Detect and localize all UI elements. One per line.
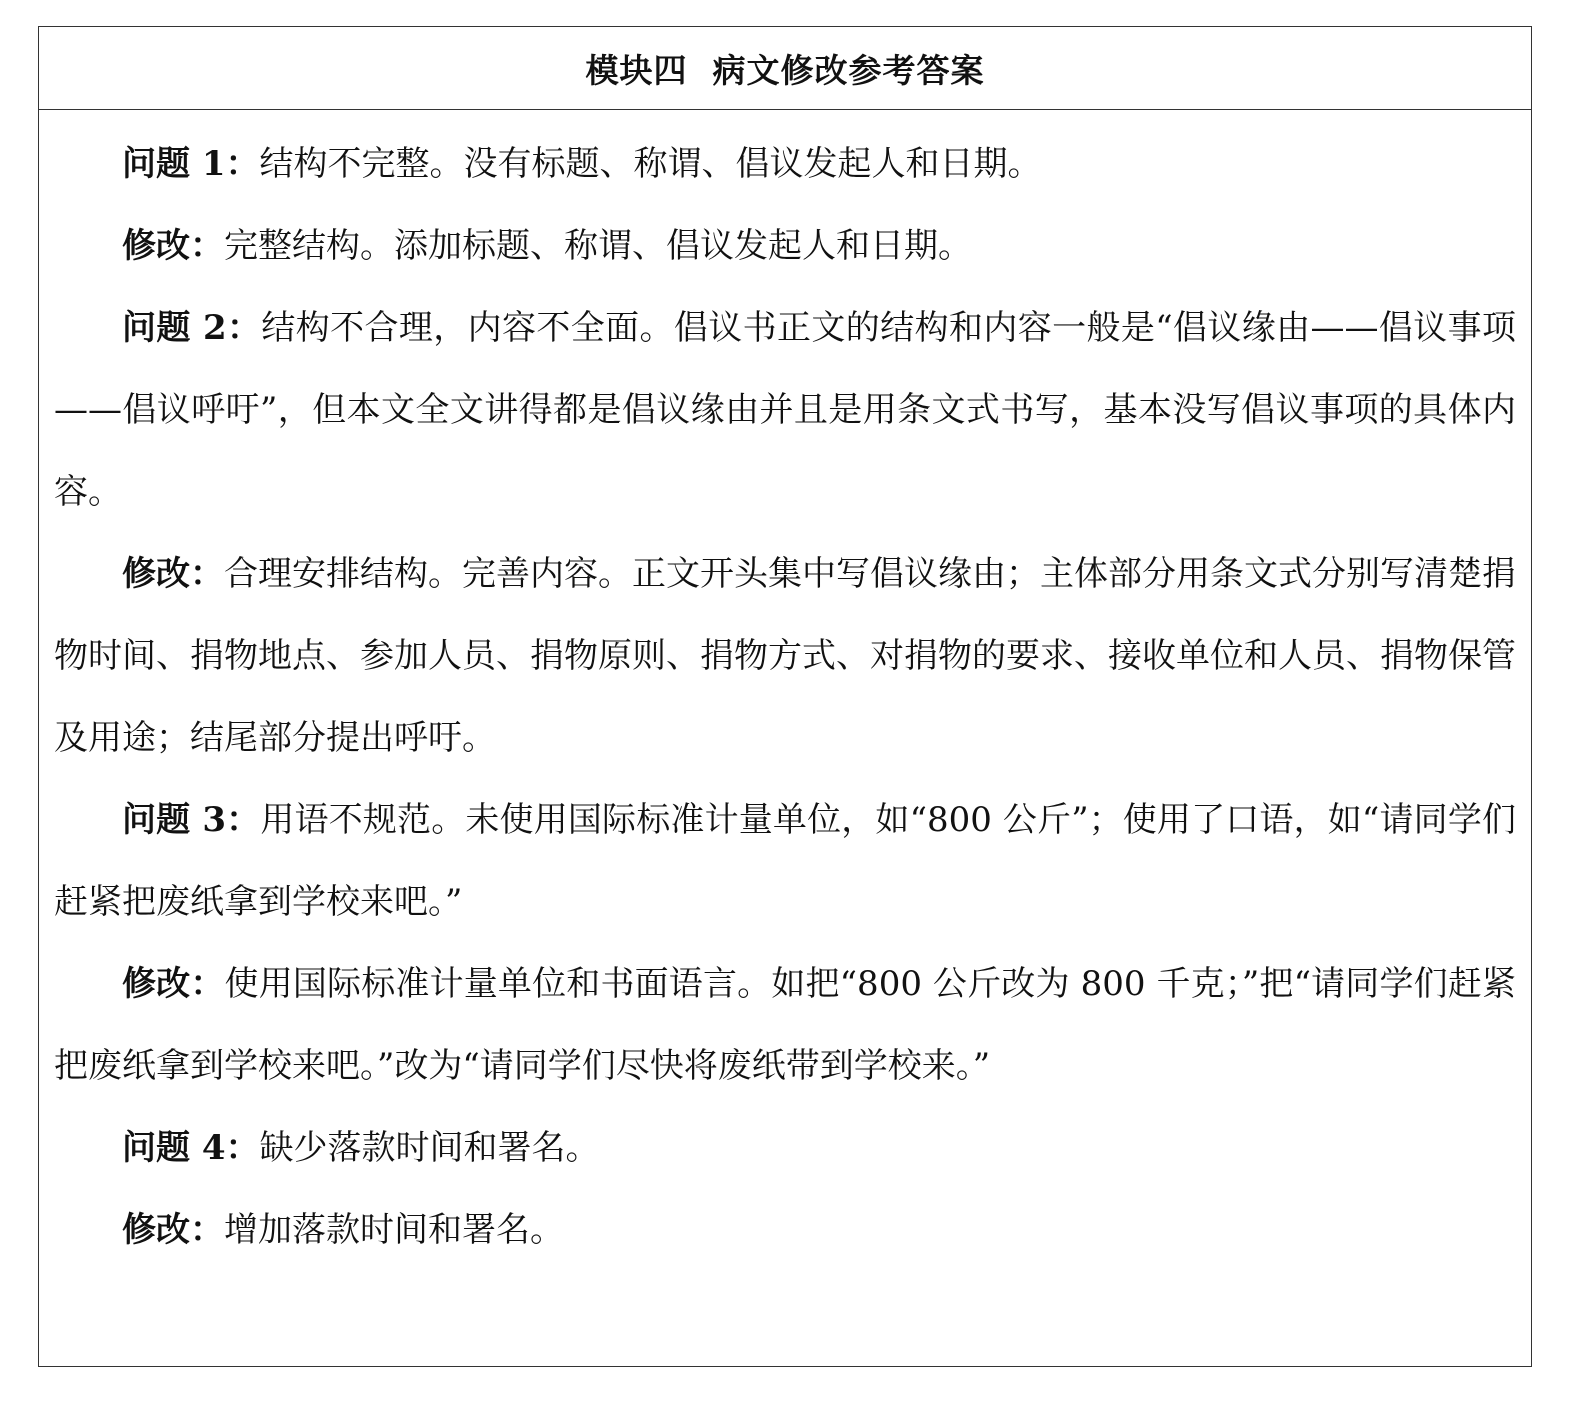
fix-3-text: 使用国际标准计量单位和书面语言。如把“800 公斤改为 800 千克；”把“请同学们赶紧把废纸拿到学校来吧。”改为“请同学们尽快将废纸带到学校来。” — [54, 964, 1517, 1086]
problem-2-label: 问题 2： — [122, 308, 262, 348]
fix-1-paragraph — [54, 205, 1516, 287]
problem-2-text: 结构不合理，内容不全面。倡议书正文的结构和内容一般是“倡议缘由——倡议事项——倡议呼吁”，但本文全文讲得都是倡议缘由并且是用条文式书写，基本没写倡议事项的具体内容。 — [54, 308, 1516, 512]
fix-4-label: 修改： — [122, 1210, 224, 1250]
answer-table — [38, 26, 1532, 1367]
fix-1-label: 修改： — [122, 226, 224, 266]
fix-3-paragraph — [54, 943, 1516, 1107]
problem-1-text: 结构不完整。没有标题、称谓、倡议发起人和日期。 — [259, 144, 1042, 184]
problem-1-paragraph — [54, 123, 1516, 205]
answer-body — [39, 110, 1531, 1271]
fix-3-label: 修改： — [122, 964, 225, 1004]
table-header — [39, 27, 1531, 110]
fix-1-text: 完整结构。添加标题、称谓、倡议发起人和日期。 — [224, 226, 972, 266]
problem-2-paragraph — [54, 287, 1516, 533]
problem-3-label: 问题 3： — [122, 800, 261, 840]
page-title: 模块四 病文修改参考答案 — [585, 50, 985, 90]
problem-1-label: 问题 1： — [122, 144, 260, 184]
problem-4-label: 问题 4： — [122, 1128, 260, 1168]
fix-2-text: 合理安排结构。完善内容。正文开头集中写倡议缘由；主体部分用条文式分别写清楚捐物时间、捐物地点、参加人员、捐物原则、捐物方式、对捐物的要求、接收单位和人员、捐物保管及用途；结尾部分提出呼吁。 — [54, 554, 1516, 758]
fix-4-paragraph — [54, 1189, 1516, 1271]
fix-2-label: 修改： — [122, 554, 224, 594]
problem-4-text: 缺少落款时间和署名。 — [259, 1128, 600, 1168]
problem-3-paragraph — [54, 779, 1516, 943]
fix-2-paragraph — [54, 533, 1516, 779]
problem-4-paragraph — [54, 1107, 1516, 1189]
fix-4-text: 增加落款时间和署名。 — [224, 1210, 564, 1250]
problem-3-text: 用语不规范。未使用国际标准计量单位，如“800 公斤”；使用了口语，如“请同学们赶紧把废纸拿到学校来吧。” — [54, 800, 1516, 922]
